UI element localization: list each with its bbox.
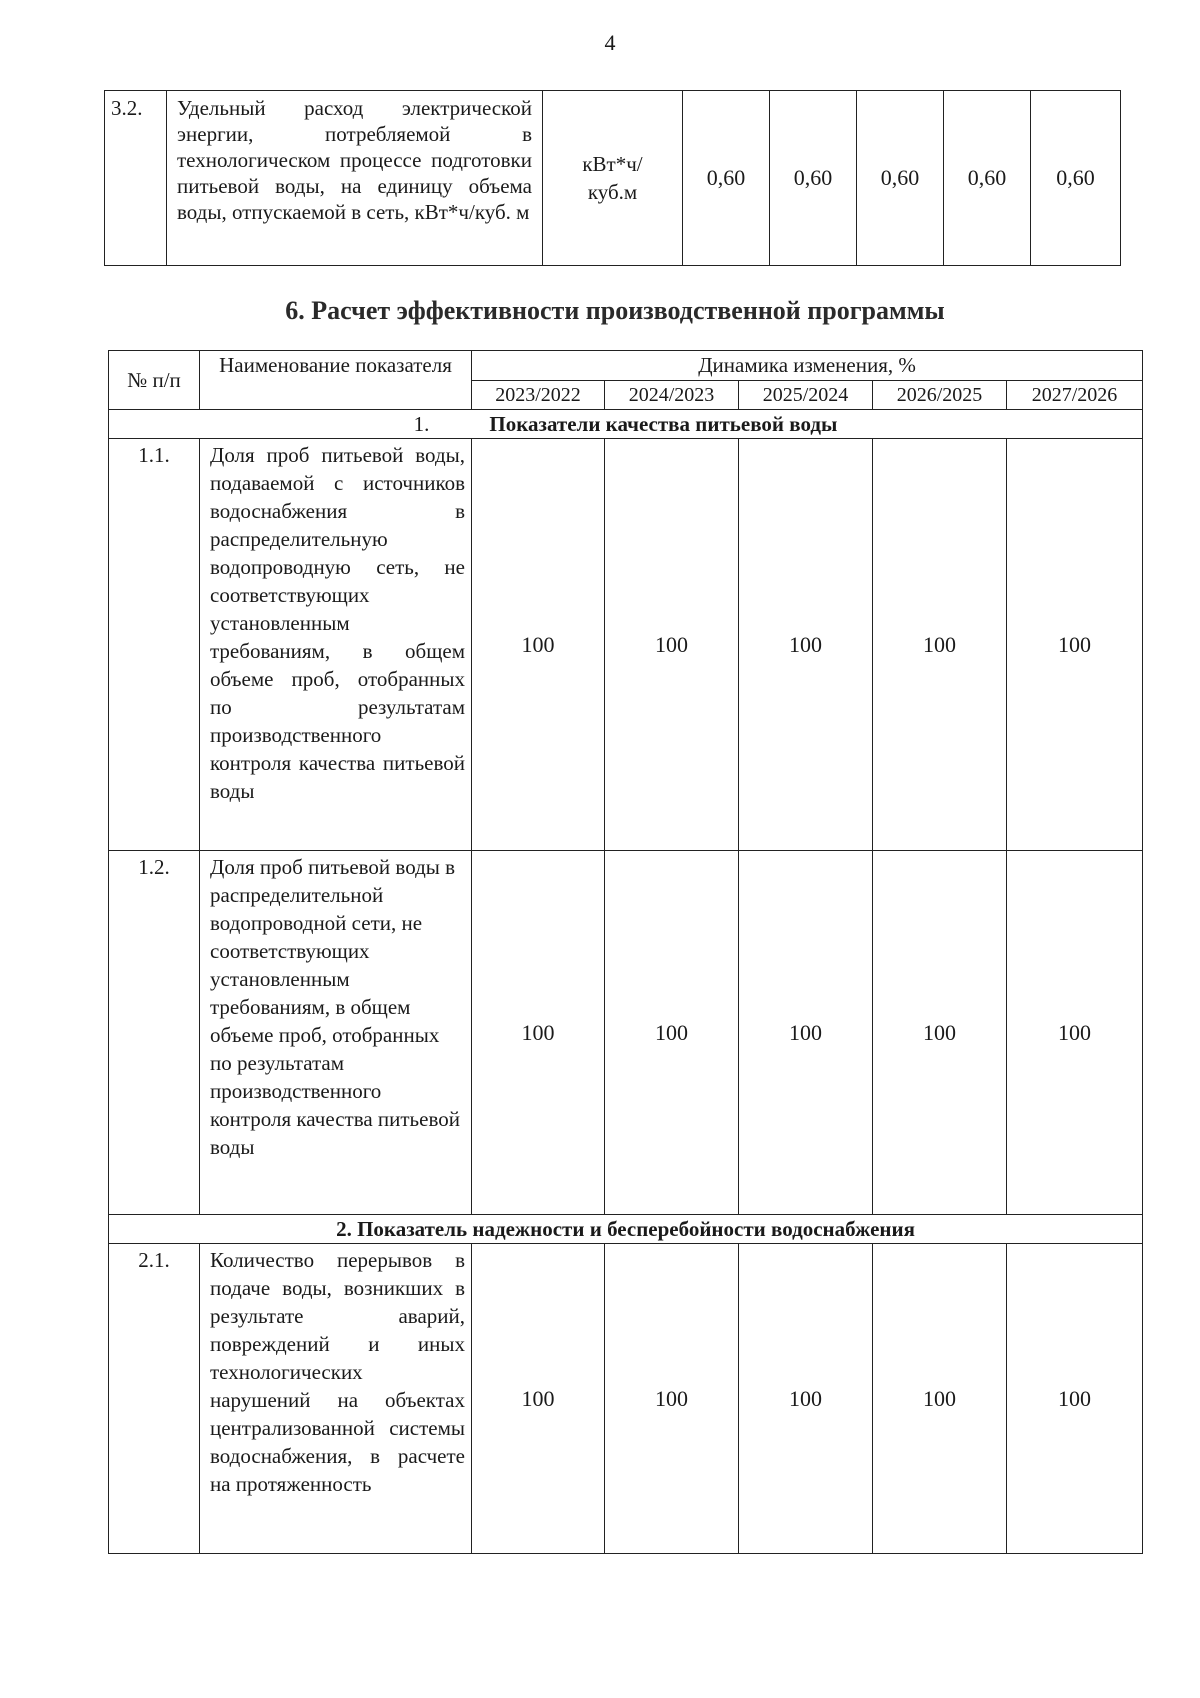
value-cell: 100 (739, 439, 873, 851)
row-number: 1.1. (109, 439, 200, 851)
value-cell: 100 (605, 439, 739, 851)
column-header-name: Наименование показателя (200, 351, 472, 410)
value-cell: 100 (472, 439, 605, 851)
section-heading: 6. Расчет эффективности производственной программы (285, 296, 945, 325)
column-header-year: 2024/2023 (605, 381, 739, 410)
column-header-year: 2026/2025 (873, 381, 1007, 410)
table-row (105, 91, 1121, 266)
value-cell: 0,60 (770, 91, 857, 266)
value-cell: 0,60 (944, 91, 1031, 266)
value-cell: 100 (1007, 439, 1143, 851)
table-row (109, 851, 1143, 1215)
efficiency-table (108, 350, 1143, 1554)
column-header-year: 2023/2022 (472, 381, 605, 410)
section-row (109, 1215, 1143, 1244)
table-row (109, 439, 1143, 851)
indicator-description: Доля проб питьевой воды в распределительной водопроводной сети, не соответствующих установленным требованиям, в общем объеме проб, отобранных по результатам производственного контроля качества питьевой воды (200, 851, 472, 1215)
page-number: 4 (604, 30, 616, 55)
section-1-header (109, 410, 1143, 439)
column-header-year: 2025/2024 (739, 381, 873, 410)
value-cell: 100 (1007, 851, 1143, 1215)
section-2-header: 2. Показатель надежности и бесперебойности водоснабжения (109, 1215, 1143, 1244)
section-number: 1. (413, 412, 430, 436)
table-header-row (109, 351, 1143, 381)
unit-line-2: куб.м (587, 180, 638, 204)
value-cell: 100 (873, 439, 1007, 851)
section-row (109, 410, 1143, 439)
value-cell: 100 (873, 1244, 1007, 1554)
value-cell: 0,60 (857, 91, 944, 266)
table-row (109, 1244, 1143, 1554)
column-header-year: 2027/2026 (1007, 381, 1143, 410)
row-number: 3.2. (105, 91, 167, 266)
value-cell: 100 (605, 1244, 739, 1554)
section-title: Показатели качества питьевой воды (489, 412, 838, 436)
indicator-description: Доля проб питьевой воды, подаваемой с источников водоснабжения в распределительную водопроводную сеть, не соответствующих установленным требованиям, в общем объеме проб, отобранных по результатам производственного контроля качества питьевой воды (200, 439, 472, 851)
value-cell: 100 (1007, 1244, 1143, 1554)
value-cell: 100 (605, 851, 739, 1215)
value-cell: 0,60 (683, 91, 770, 266)
value-cell: 100 (472, 1244, 605, 1554)
column-header-dynamics: Динамика изменения, % (472, 351, 1143, 381)
value-cell: 100 (739, 1244, 873, 1554)
value-cell: 100 (472, 851, 605, 1215)
row-number: 1.2. (109, 851, 200, 1215)
previous-table-fragment (104, 90, 1121, 266)
unit-cell (543, 91, 683, 266)
row-number: 2.1. (109, 1244, 200, 1554)
value-cell: 100 (739, 851, 873, 1215)
value-cell: 0,60 (1031, 91, 1121, 266)
value-cell: 100 (873, 851, 1007, 1215)
indicator-description: Количество перерывов в подаче воды, возникших в результате аварий, повреждений и иных технологических нарушений на объектах централизованной системы водоснабжения, в расчете на протяженность (200, 1244, 472, 1554)
column-header-number: № п/п (109, 351, 200, 410)
indicator-description: Удельный расход электрической энергии, потребляемой в технологическом процессе подготовки питьевой воды, на единицу объема воды, отпускаемой в сеть, кВт*ч/куб. м (167, 91, 543, 266)
unit-line-1: кВт*ч/ (582, 152, 643, 176)
